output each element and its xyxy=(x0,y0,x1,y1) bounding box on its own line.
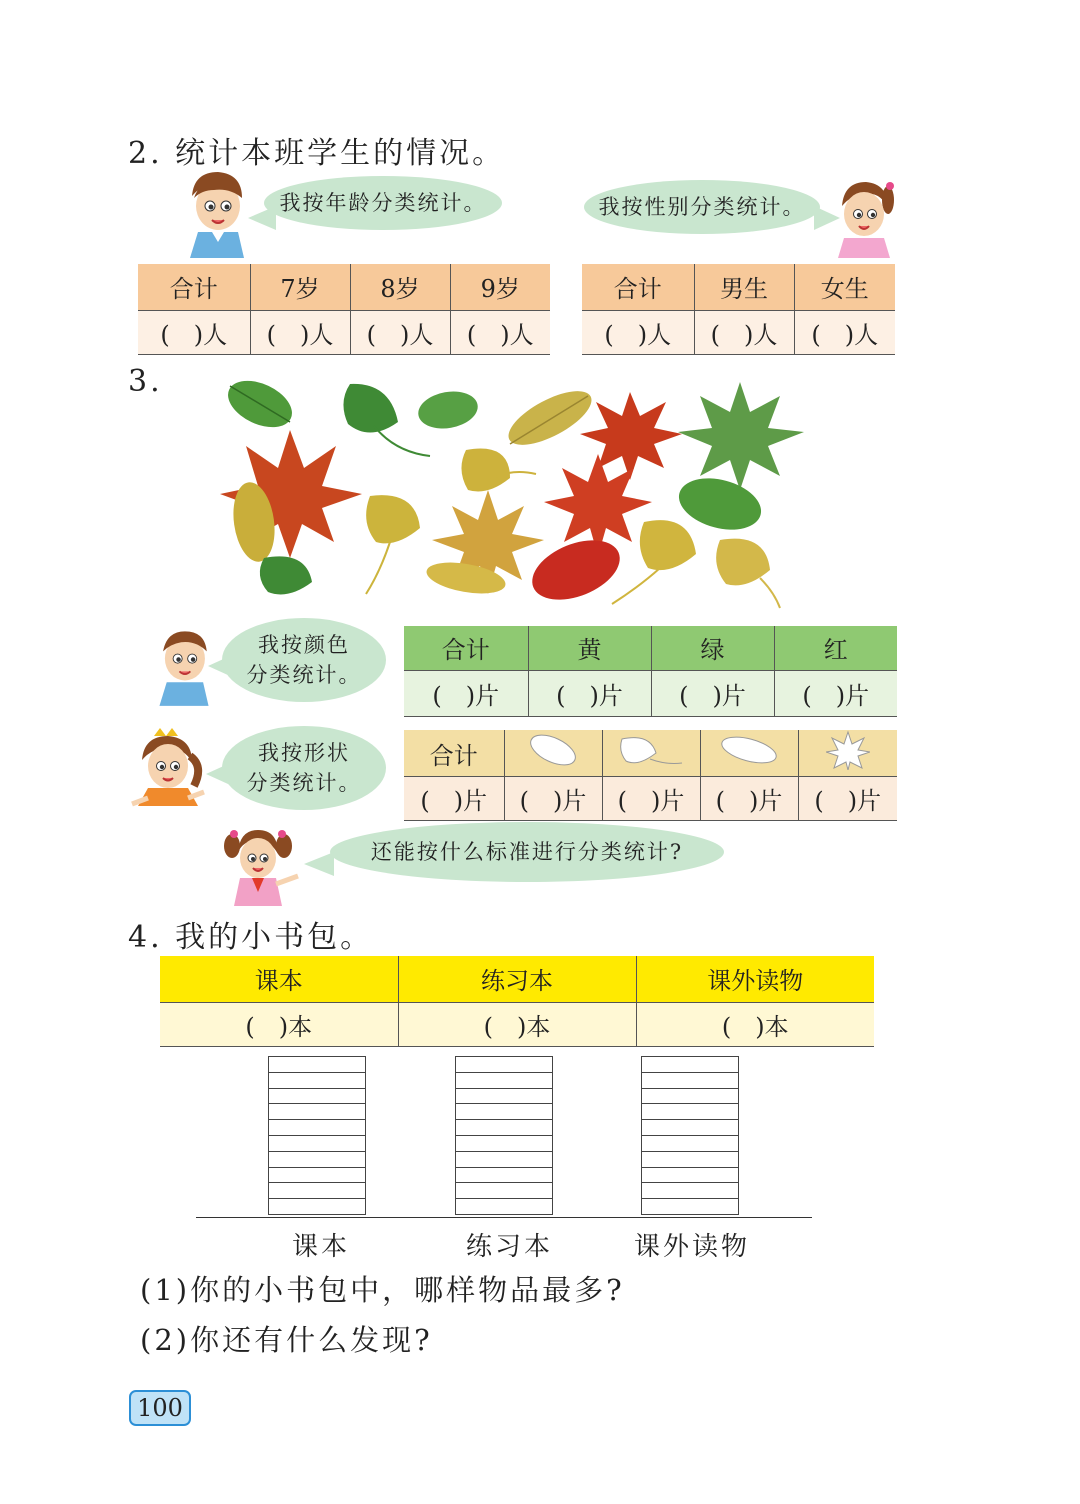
section3-heading: 3. xyxy=(128,364,163,399)
green-oval-leaf-icon xyxy=(415,387,480,433)
bag-cell-workbook[interactable]: ( )本 xyxy=(398,1002,636,1046)
shape-cell-serrated[interactable]: ( )片 xyxy=(700,777,798,821)
speech-bubble-question: 还能按什么标准进行分类统计? xyxy=(330,822,724,882)
bubble-color-line1: 我按颜色 xyxy=(258,633,350,657)
bag-header-workbook: 练习本 xyxy=(398,956,636,1002)
bubble-color-line2: 分类统计。 xyxy=(246,663,362,687)
age-header-8: 8岁 xyxy=(350,264,450,310)
shape-cell-maple[interactable]: ( )片 xyxy=(798,777,897,821)
shape-cell-oval[interactable]: ( )片 xyxy=(504,777,602,821)
shape-header-oval xyxy=(504,730,602,777)
category-label-workbook: 练习本 xyxy=(466,1232,554,1262)
shape-header-serrated xyxy=(700,730,798,777)
age-table xyxy=(138,264,550,355)
color-header-green: 绿 xyxy=(651,626,774,670)
speech-bubble-shape xyxy=(222,726,386,810)
yellow-oval-leaf-icon xyxy=(501,381,599,456)
green-maple-leaf-icon xyxy=(678,382,804,490)
color-cell-total[interactable]: ( )片 xyxy=(404,670,528,716)
category-label-extra-reading: 课外读物 xyxy=(634,1232,751,1262)
shape-cell-ginkgo[interactable]: ( )片 xyxy=(602,777,700,821)
color-header-red: 红 xyxy=(774,626,897,670)
section4-heading: 4. 我的小书包。 xyxy=(128,920,374,955)
shape-cell-total[interactable]: ( )片 xyxy=(404,777,504,821)
oval-leaf-icon xyxy=(523,732,583,768)
gender-header-total: 合计 xyxy=(582,264,694,310)
color-cell-red[interactable]: ( )片 xyxy=(774,670,897,716)
category-label-textbook: 课本 xyxy=(292,1232,351,1262)
speech-bubble-tail xyxy=(304,852,334,876)
section2-heading: 2. 统计本班学生的情况。 xyxy=(128,136,506,171)
bag-cell-extra-reading[interactable]: ( )本 xyxy=(636,1002,874,1046)
shape-header-ginkgo xyxy=(602,730,700,777)
boy-avatar xyxy=(184,168,250,258)
age-cell-7[interactable]: ( )人 xyxy=(250,310,350,354)
age-cell-total[interactable]: ( )人 xyxy=(138,310,250,354)
color-cell-green[interactable]: ( )片 xyxy=(651,670,774,716)
girl-avatar xyxy=(218,822,302,906)
girl-avatar xyxy=(128,726,208,812)
shape-table xyxy=(404,730,897,821)
speech-bubble-tail xyxy=(206,764,228,784)
stack-column-workbook[interactable] xyxy=(455,1056,553,1215)
question-1: (1)你的小书包中，哪样物品最多? xyxy=(140,1273,625,1307)
ginkgo-leaf-icon xyxy=(616,731,686,769)
age-header-total: 合计 xyxy=(138,264,250,310)
speech-bubble-age: 我按年龄分类统计。 xyxy=(264,176,502,230)
yellow-ginkgo-leaf-icon xyxy=(366,495,420,594)
stack-column-textbook[interactable] xyxy=(268,1056,366,1215)
gender-header-boys: 男生 xyxy=(694,264,794,310)
gender-table xyxy=(582,264,895,355)
yellow-ginkgo-leaf-icon xyxy=(461,449,536,492)
color-table xyxy=(404,626,897,717)
color-header-yellow: 黄 xyxy=(528,626,651,670)
bubble-shape-line2: 分类统计。 xyxy=(246,771,362,795)
gender-cell-boys[interactable]: ( )人 xyxy=(694,310,794,354)
age-cell-8[interactable]: ( )人 xyxy=(350,310,450,354)
schoolbag-table xyxy=(160,956,874,1047)
bag-header-textbook: 课本 xyxy=(160,956,398,1002)
yellow-ginkgo-leaf-icon xyxy=(716,539,780,608)
green-oval-leaf-icon xyxy=(673,470,767,538)
stack-column-extra-reading[interactable] xyxy=(641,1056,739,1215)
color-cell-yellow[interactable]: ( )片 xyxy=(528,670,651,716)
age-cell-9[interactable]: ( )人 xyxy=(450,310,550,354)
boy-avatar xyxy=(154,624,214,706)
speech-bubble-color xyxy=(222,618,386,702)
shape-header-maple xyxy=(798,730,897,777)
speech-bubble-tail xyxy=(208,656,230,676)
age-header-9: 9岁 xyxy=(450,264,550,310)
green-oval-leaf-icon xyxy=(221,372,300,436)
gender-cell-girls[interactable]: ( )人 xyxy=(794,310,895,354)
chart-baseline xyxy=(196,1217,812,1218)
leaves-illustration xyxy=(220,372,820,612)
green-ginkgo-leaf-icon xyxy=(260,556,312,594)
bubble-shape-line1: 我按形状 xyxy=(258,741,350,765)
shape-header-total: 合计 xyxy=(404,730,504,777)
bag-header-extra-reading: 课外读物 xyxy=(636,956,874,1002)
question-2: (2)你还有什么发现? xyxy=(140,1323,433,1357)
bag-cell-textbook[interactable]: ( )本 xyxy=(160,1002,398,1046)
girl-avatar xyxy=(832,176,898,258)
speech-bubble-gender: 我按性别分类统计。 xyxy=(584,180,820,234)
speech-bubble-tail xyxy=(248,206,276,230)
color-header-total: 合计 xyxy=(404,626,528,670)
gender-header-girls: 女生 xyxy=(794,264,895,310)
age-header-7: 7岁 xyxy=(250,264,350,310)
maple-leaf-icon xyxy=(826,730,870,770)
green-ginkgo-leaf-icon xyxy=(343,384,430,456)
serrated-leaf-icon xyxy=(717,732,781,768)
gender-cell-total[interactable]: ( )人 xyxy=(582,310,694,354)
page-number: 100 xyxy=(129,1390,191,1426)
